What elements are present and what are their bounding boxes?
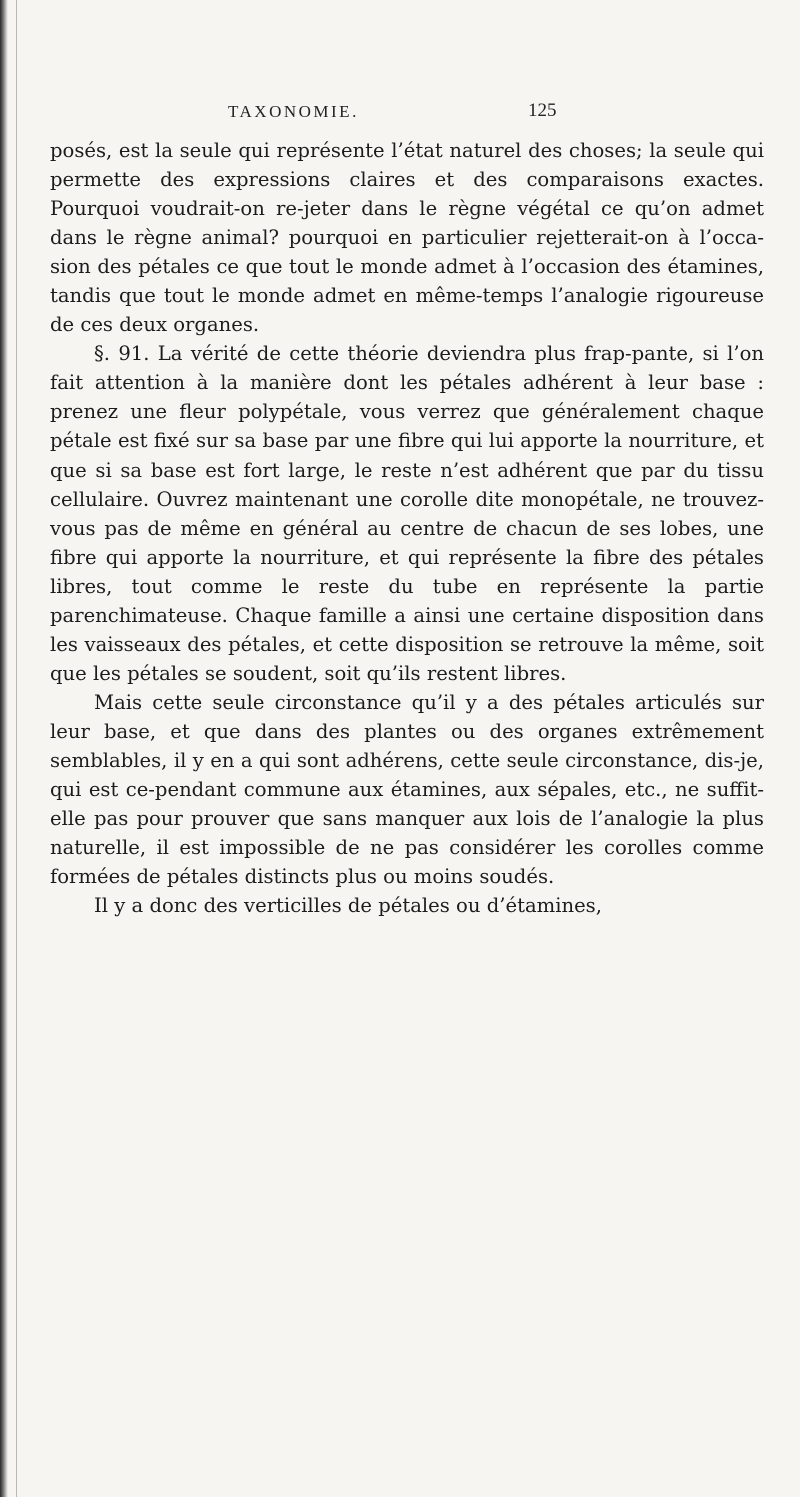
paragraph-verticilles: Il y a donc des verticilles de pétales ou d’étamines, — [94, 894, 602, 918]
binding-edge — [16, 0, 17, 1497]
paragraph-continuation: posés, est la seule qui représente l’état naturel des choses; la seule qui permette des expressions claires et des comparaisons exactes. Pourquoi voudrait-on re-jeter dans le règne végétal ce qu’on admet dans le règne animal? pourquoi en particulier rejetterait-on à l’occa-sion des pétales ce que tout le monde admet à l’occasion des étamines, tandis que tout le monde admet en même-temps l’analogie rigoureuse de ces deux organes. — [50, 139, 764, 337]
paragraph-section-91: §. 91. La vérité de cette théorie deviendra plus frap-pante, si l’on fait attention à la manière dont les pétales adhérent à leur base : prenez une fleur polypétale, vous verrez que généralement chaque pétale est fixé sur sa base par une fibre qui lui apporte la nourriture, et que si sa base est fort large, le reste n’est adhérent que par du tissu cellulaire. Ouvrez maintenant une corolle dite monopétale, ne trouvez-vous pas de même en général au centre de chacun de ses lobes, une fibre qui apporte la nourriture, et qui représente la fibre des pétales libres, tout comme le reste du tube en représente la partie parenchimateuse. Chaque famille a ainsi une certaine disposition dans les vaisseaux des pétales, et cette disposition se retrouve la même, soit que les pétales se soudent, soit qu’ils restent libres. — [50, 342, 764, 685]
running-head — [50, 100, 764, 136]
body-text — [50, 136, 764, 920]
page-number: 125 — [528, 100, 557, 121]
book-page — [50, 100, 764, 920]
running-title: TAXONOMIE. — [228, 102, 359, 121]
binding-shadow — [0, 0, 8, 1497]
paragraph-articulated-petals: Mais cette seule circonstance qu’il y a des pétales articulés sur leur base, et que dans des plantes ou des organes extrêmement semblables, il y en a qui sont adhérens, cette seule circonstance, dis-je, qui est ce-pendant commune aux étamines, aux sépales, etc., ne suffit-elle pas pour prouver que sans manquer aux lois de l’analogie la plus naturelle, il est impossible de ne pas considérer les corolles comme formées de pétales distincts plus ou moins soudés. — [50, 690, 764, 889]
